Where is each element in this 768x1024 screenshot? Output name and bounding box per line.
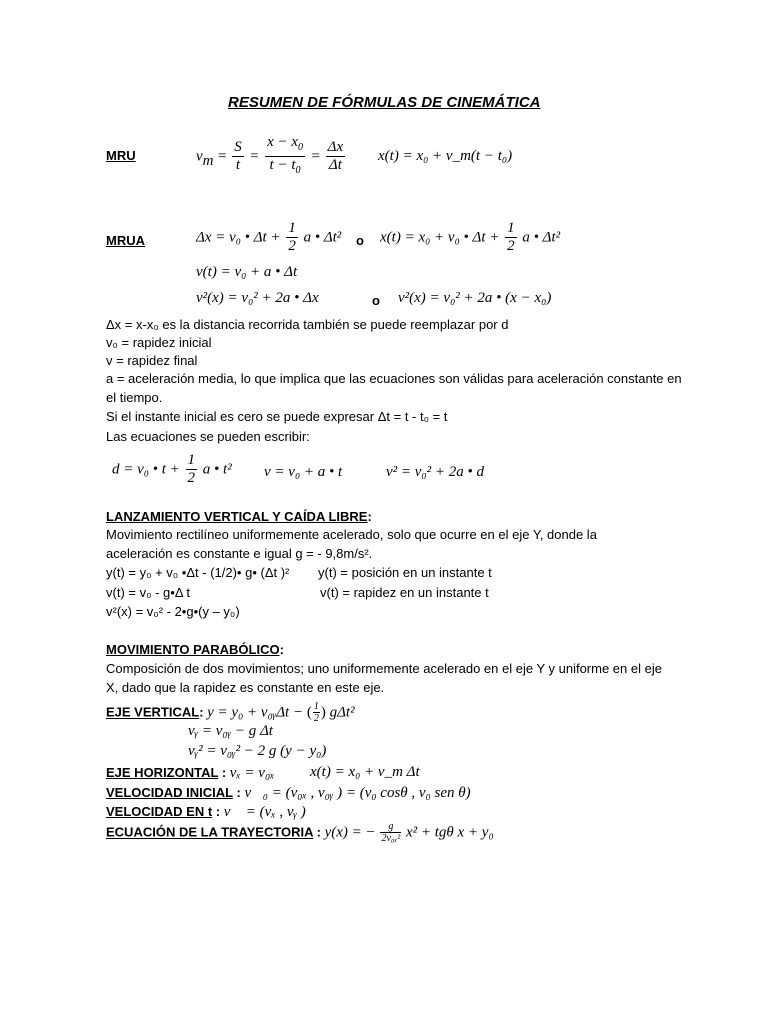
vy-formula: vᵧ = v₀ᵧ − g Δt [188,723,273,739]
vertical-velocity-note: v(t) = rapidez en un instante t [320,585,489,600]
note-line: v = rapidez final [106,353,198,368]
initial-velocity-row: VELOCIDAD INICIAL : v⃗₀ = (v₀ₓ , v₀ᵧ ) = (v₀ cosθ , v₀ sen θ) [106,785,471,801]
mrua-torricelli-position-formula: v²(x) = v₀² + 2a • (x − x₀) [398,290,552,306]
mrua-torricelli-formula: v²(x) = v₀² + 2a • Δx [196,290,319,306]
mrua-displacement-formula: Δx = v₀ • Δt + $\frac{1}{2}$ a • Δt² [196,220,342,254]
vertical-description: Movimiento rectilíneo uniformemente acelerado, solo que ocurre en el eje Y, donde la [106,527,597,542]
trajectory-row: ECUACIÓN DE LA TRAYECTORIA : y(x) = − $\frac{g}{\text{2v₀ₓ²}}$ x² + tgθ x + y₀ [106,821,494,844]
horizontal-position-formula: x(t) = x₀ + v_m Δt [310,764,420,780]
note-line: a = aceleración media, lo que implica que las ecuaciones son válidas para aceleración constante en [106,371,682,386]
mru-position-formula: x(t) = x₀ + v_m(t − t₀) [378,148,513,164]
mru-label: MRU [106,148,136,163]
vertical-torricelli-formula: v²(x) = v₀² - 2•g•(y – y₀) [106,604,240,619]
horizontal-axis-row: EJE HORIZONTAL : vₓ = v₀ₓ [106,765,275,781]
parabolic-description: Composición de dos movimientos; uno uniformemente acelerado en el eje Y y uniforme en el eje [106,661,662,676]
vy-squared-formula: vᵧ² = v₀ᵧ² − 2 g (y − y₀) [188,743,327,759]
vertical-axis-row: EJE VERTICAL: y = y₀ + v₀ᵧΔt − ( $\frac{1}{2}$ ) gΔt² [106,701,355,724]
mrua-label: MRUA [106,233,145,248]
simple-torricelli-formula: v² = v₀² + 2a • d [386,464,485,480]
simple-distance-formula: d = v₀ • t + $\frac{1}{2}$ a • t² [112,452,232,486]
or-connector: o [372,293,380,308]
vertical-position-note: y(t) = posición en un instante t [318,565,492,580]
or-connector: o [356,233,364,248]
parabolic-section-heading: MOVIMIENTO PARABÓLICO: [106,642,284,657]
note-line: Las ecuaciones se pueden escribir: [106,429,310,444]
vertical-description: aceleración es constante e igual g = - 9,8m/s². [106,546,373,561]
page-title: RESUMEN DE FÓRMULAS DE CINEMÁTICA [228,94,541,111]
mru-mean-velocity-formula: $v_m$ = $\frac{S}{t}$ = $\frac{x - x_0}{t - t_0}$ = $\frac{\Delta x}{\Delta t}$ [196,134,344,176]
parabolic-description: X, dado que la rapidez es constante en este eje. [106,680,385,695]
vertical-section-heading: LANZAMIENTO VERTICAL Y CAÍDA LIBRE: [106,509,372,524]
mrua-velocity-formula: v(t) = v₀ + a • Δt [196,264,298,280]
vertical-velocity-formula: v(t) = v₀ - g•Δ t [106,585,191,600]
note-line: Si el instante inicial es cero se puede expresar Δt = t - t₀ = t [106,409,448,424]
note-line: v₀ = rapidez inicial [106,335,212,350]
note-line: el tiempo. [106,390,163,405]
vertical-position-formula: y(t) = y₀ + v₀ •Δt - (1/2)• g• (Δt )² [106,565,290,580]
note-line: Δx = x-x₀ es la distancia recorrida también se puede reemplazar por d [106,317,509,332]
simple-velocity-formula: v = v₀ + a • t [264,464,343,480]
velocity-at-t-row: VELOCIDAD EN t : v⃗ = (vₓ , vᵧ ) [106,804,306,820]
mrua-position-formula: x(t) = x₀ + v₀ • Δt + $\frac{1}{2}$ a • Δt² [380,220,561,254]
